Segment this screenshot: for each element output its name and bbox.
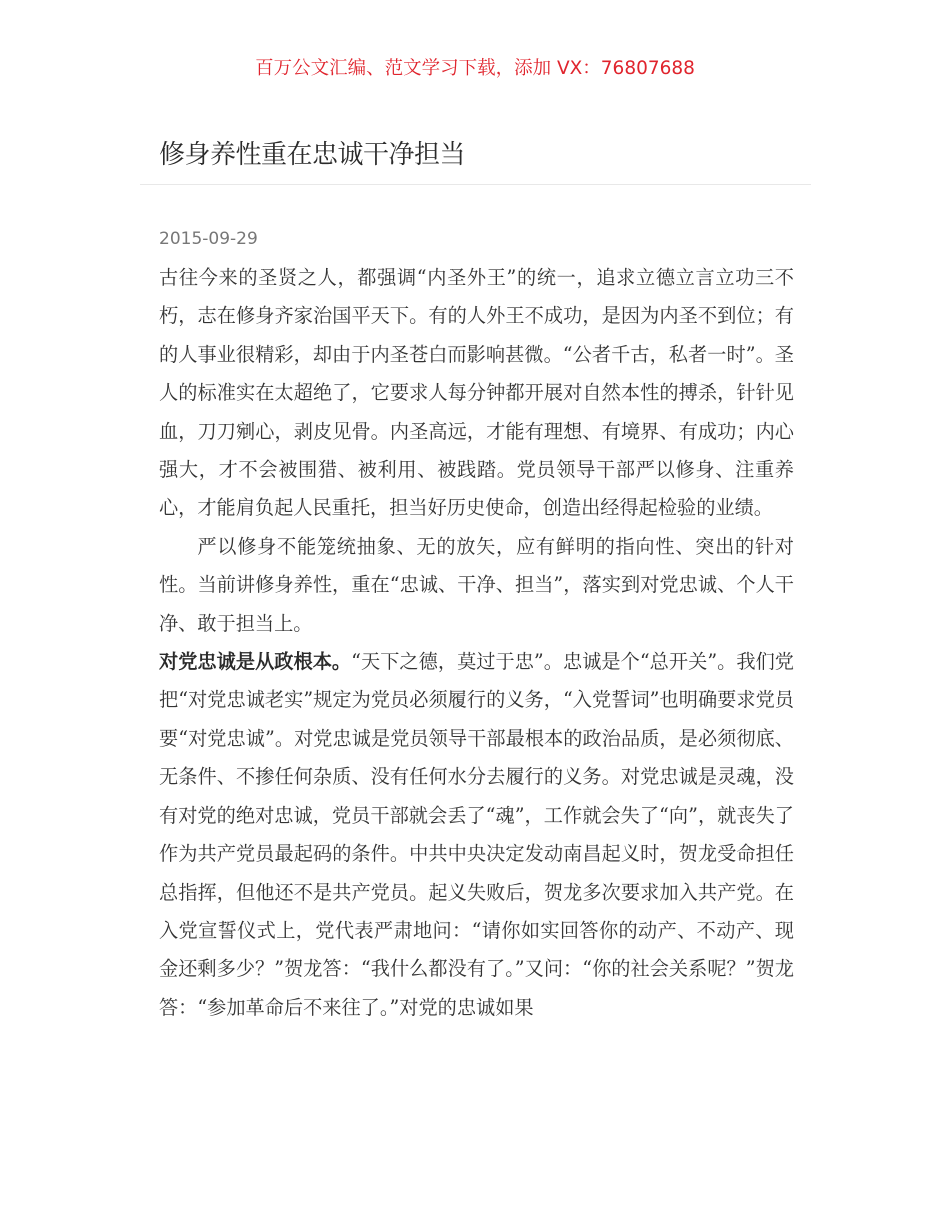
article-title: 修身养性重在忠诚干净担当 <box>159 140 466 170</box>
publish-date: 2015-09-29 <box>159 229 258 249</box>
paragraph-2: 严以修身不能笼统抽象、无的放矢，应有鲜明的指向性、突出的针对性。当前讲修身养性，重在“忠诚、干净、担当”，落实到对党忠诚、个人干净、敢于担当上。 <box>159 534 794 635</box>
paragraph-3-text: “天下之德，莫过于忠”。忠诚是个“总开关”。我们党把“对党忠诚老实”规定为党员必须履行的义务，“入党誓词”也明确要求党员要“对党忠诚”。对党忠诚是党员领导干部最根本的政治品质，是必须彻底、无条件、不掺任何杂质、没有任何水分去履行的义务。对党忠诚是灵魂，没有对党的绝对忠诚，党员干部就会丢了“魂”，工作就会失了“向”，就丧失了作为共产党员最起码的条件。中共中央决定发动南昌起义时，贺龙受命担任总指挥，但他还不是共产党员。起义失败后，贺龙多次要求加入共产党。在入党宣誓仪式上，党代表严肃地问：“请你如实回答你的动产、不动产、现金还剩多少？”贺龙答：“我什么都没有了。”又问：“你的社会关系呢？”贺龙答：“参加革命后不来往了。”对党的忠诚如果 <box>159 650 794 1019</box>
paragraph-1: 古往今来的圣贤之人，都强调“内圣外王”的统一，追求立德立言立功三不朽，志在修身齐家治国平天下。有的人外王不成功，是因为内圣不到位；有的人事业很精彩，却由于内圣苍白而影响甚微。“公者千古，私者一时”。圣人的标准实在太超绝了，它要求人每分钟都开展对自然本性的搏杀，针针见血，刀刀剜心，剥皮见骨。内圣高远，才能有理想、有境界、有成功；内心强大，才不会被围猎、被利用、被践踏。党员领导干部严以修身、注重养心，才能肩负起人民重托，担当好历史使命，创造出经得起检验的业绩。 <box>159 266 794 520</box>
title-divider <box>140 184 811 185</box>
watermark-banner: 百万公文汇编、范文学习下载，添加 VX：76807688 <box>255 58 695 79</box>
article-body <box>159 259 794 1027</box>
paragraph-3 <box>159 643 794 1027</box>
section-heading-loyalty: 对党忠诚是从政根本。 <box>159 650 352 674</box>
